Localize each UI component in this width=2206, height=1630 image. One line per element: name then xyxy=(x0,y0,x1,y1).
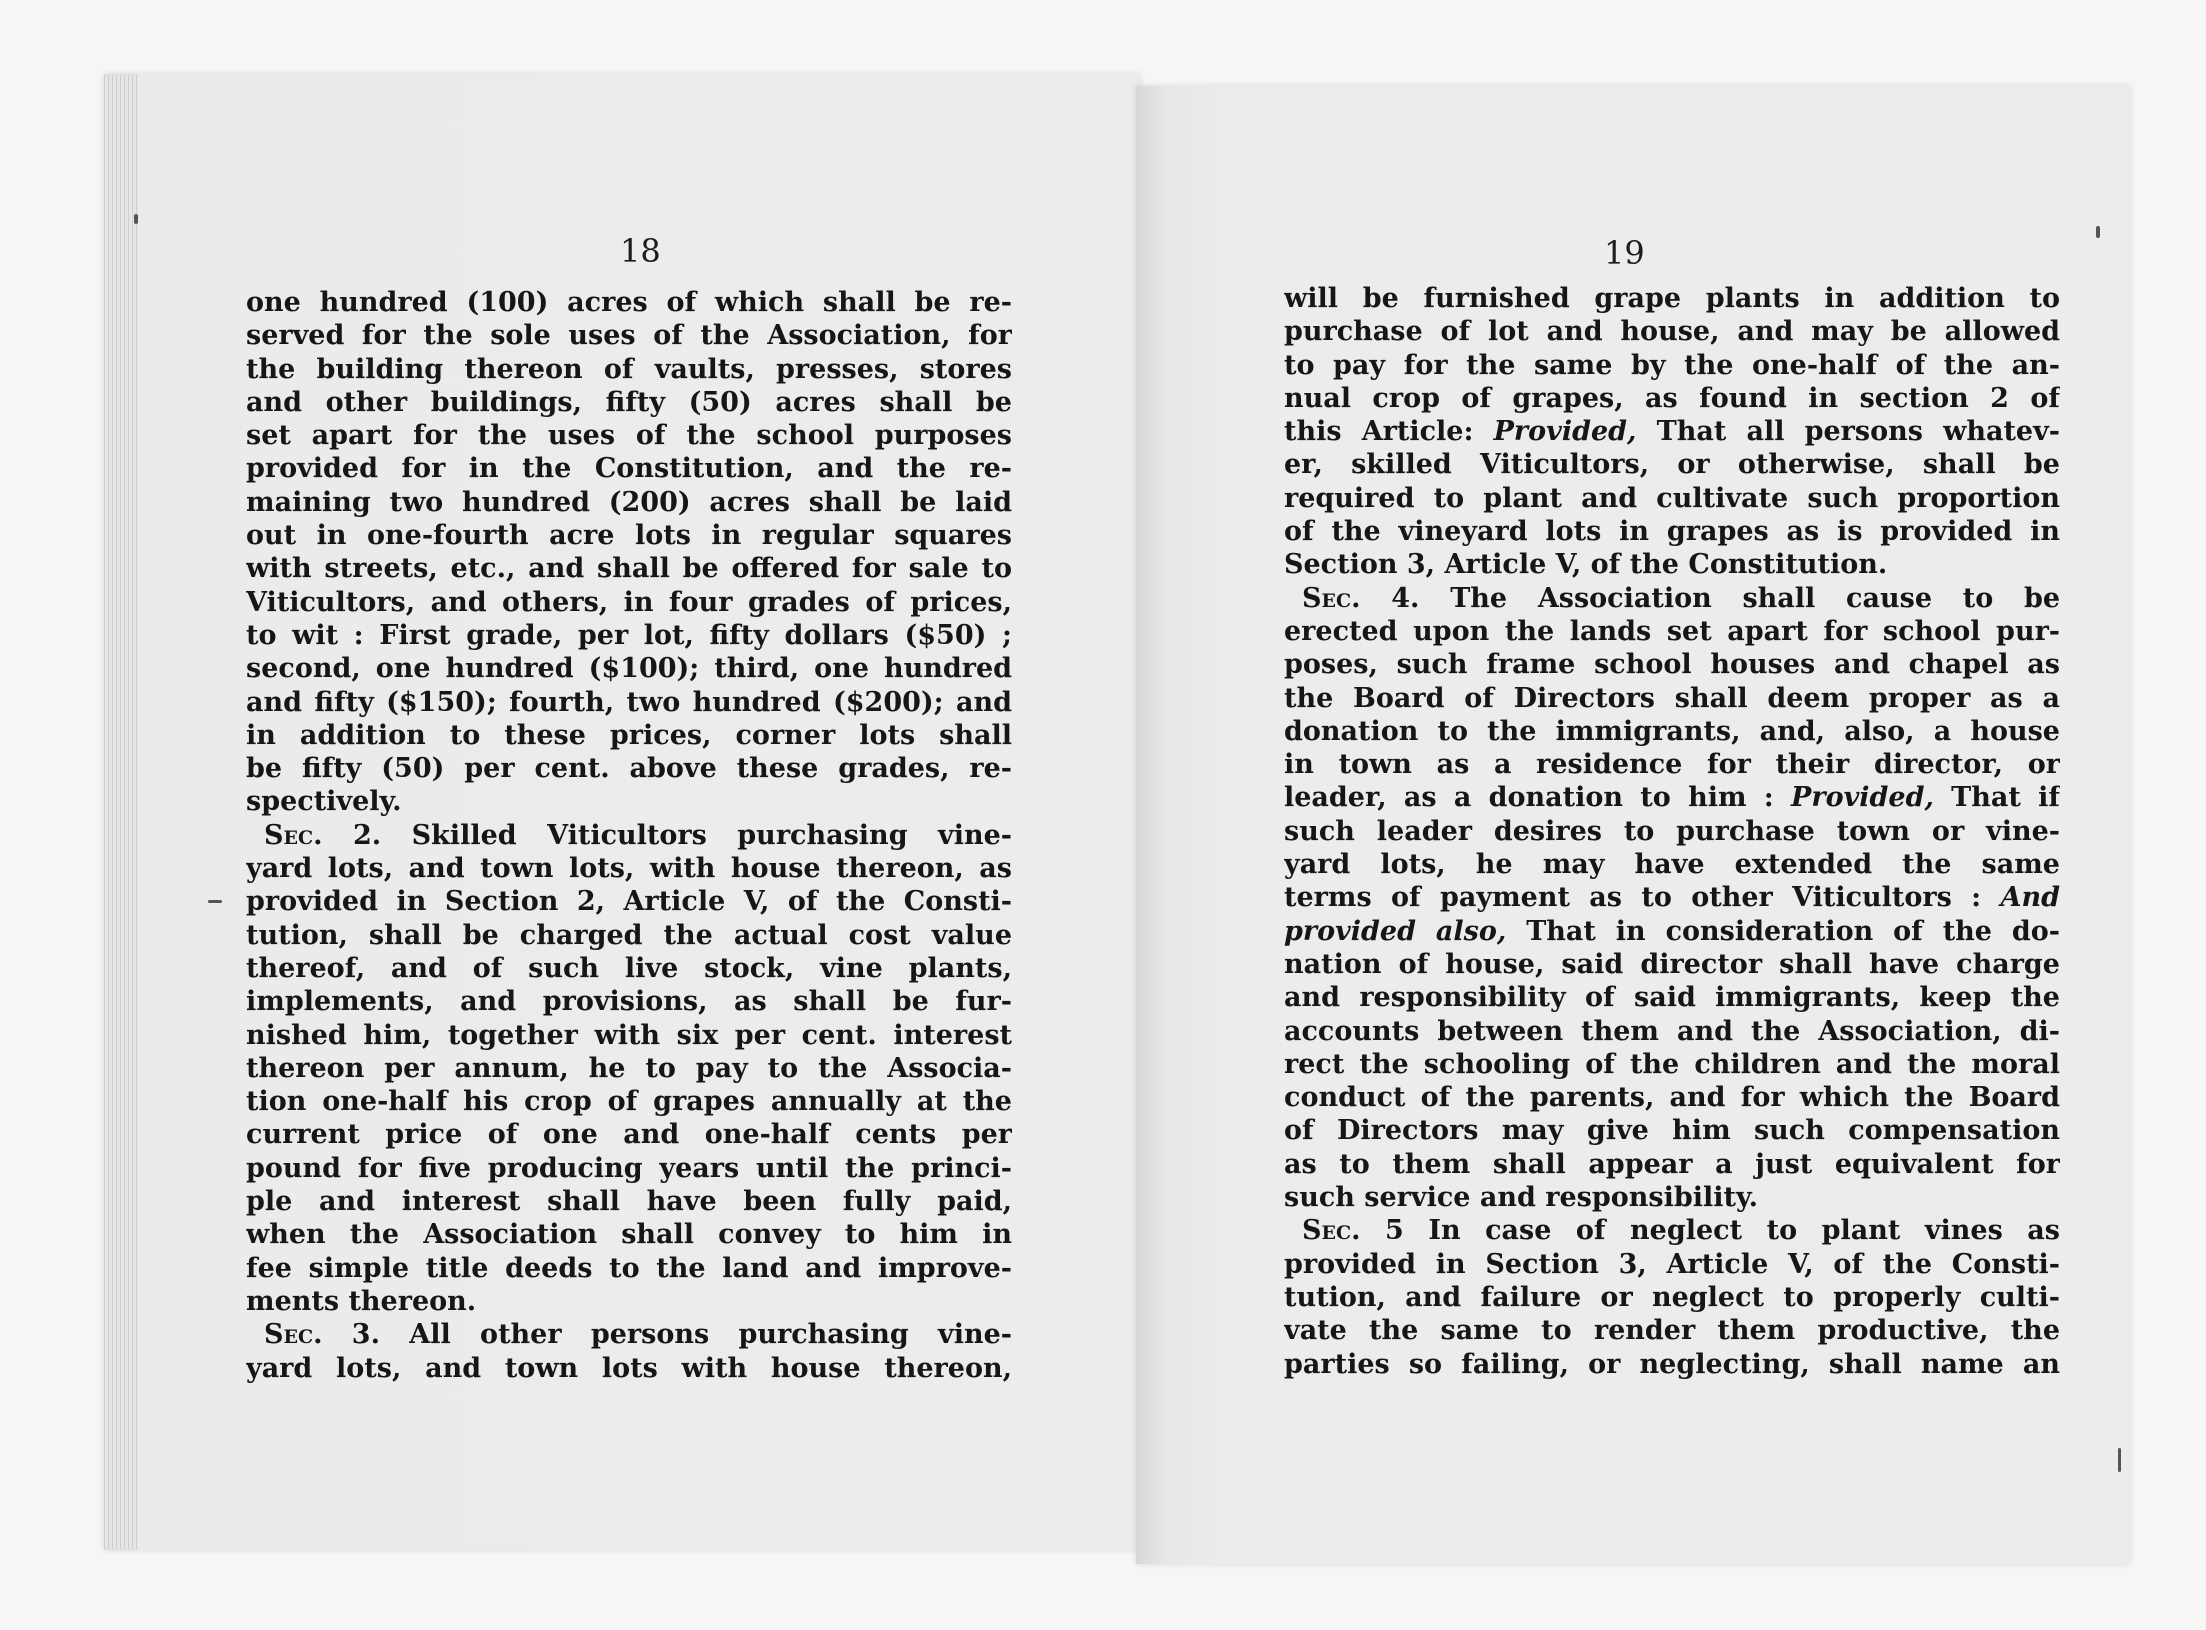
text-line: to wit : First grade, per lot, fifty dollars ($50) ; xyxy=(246,619,1012,651)
section-3-first-line xyxy=(246,1318,1012,1351)
text-line: vate the same to render them productive, the xyxy=(1284,1315,2060,1347)
text-line: ple and interest shall have been fully paid, xyxy=(246,1186,1012,1218)
text-fragment: leader, as a donation to him : xyxy=(1284,782,1774,814)
text-line: set apart for the uses of the school purposes xyxy=(246,420,1012,452)
section-label: Sec. 2. xyxy=(264,819,382,851)
section-2-first-line xyxy=(246,819,1012,852)
left-page-number: 18 xyxy=(620,232,661,270)
text-line: rect the schooling of the children and the moral xyxy=(1284,1048,2060,1080)
right-page xyxy=(1136,86,2130,1564)
text-fragment: this Article: xyxy=(1284,416,1474,448)
section-label: Sec. 3. xyxy=(264,1319,380,1351)
text-line: with streets, etc., and shall be offered for sale to xyxy=(246,553,1012,585)
text-line: poses, such frame school houses and chapel as xyxy=(1284,649,2060,681)
provided-italic: Provided, xyxy=(1493,416,1637,448)
text-fragment: terms of payment as to other Viticultors : xyxy=(1284,882,1982,914)
text-line: Section 3, Article V, of the Constitution. xyxy=(1284,549,1888,581)
text-line: required to plant and cultivate such proportion xyxy=(1284,482,2060,514)
text-fragment: All other persons purchasing vine- xyxy=(409,1319,1012,1351)
text-line: will be furnished grape plants in addition to xyxy=(1284,283,2060,314)
text-line: such service and responsibility. xyxy=(1284,1182,1758,1214)
text-line: conduct of the parents, and for which the Board xyxy=(1284,1082,2060,1114)
text-line: served for the sole uses of the Association, for xyxy=(246,320,1012,352)
text-line: thereof, and of such live stock, vine plants, xyxy=(246,952,1012,984)
section-label: Sec. 5 xyxy=(1302,1215,1404,1247)
text-line: when the Association shall convey to him in xyxy=(246,1219,1012,1251)
text-line: purchase of lot and house, and may be allowed xyxy=(1284,316,2060,348)
section-4-first-line xyxy=(1284,582,2060,615)
text-line: tion one-half his crop of grapes annually at the xyxy=(246,1086,1012,1118)
text-fragment: In case of neglect to plant vines as xyxy=(1428,1215,2060,1247)
text-line: accounts between them and the Association, di- xyxy=(1284,1015,2060,1047)
text-line: such leader desires to purchase town or vine- xyxy=(1284,815,2060,847)
text-line-with-proviso xyxy=(1284,881,2060,914)
text-fragment: The Association shall cause to be xyxy=(1450,582,2060,614)
text-line: the Board of Directors shall deem proper as a xyxy=(1284,682,2060,714)
text-line: tution, shall be charged the actual cost value xyxy=(246,919,1012,951)
text-line: to pay for the same by the one-half of the an- xyxy=(1284,349,2060,381)
text-line: nual crop of grapes, as found in section 2 of xyxy=(1284,382,2060,414)
text-line: ments thereon. xyxy=(246,1285,477,1317)
text-line-with-proviso xyxy=(1284,415,2060,448)
left-page-body xyxy=(246,286,1012,1385)
text-line: fee simple title deeds to the land and improve- xyxy=(246,1252,1012,1284)
text-line: and fifty ($150); fourth, two hundred ($200); and xyxy=(246,686,1012,718)
text-line-with-proviso xyxy=(1284,915,2060,948)
text-line: provided for in the Constitution, and the re- xyxy=(246,453,1012,485)
ink-mark xyxy=(134,214,138,224)
text-line: spectively. xyxy=(246,786,402,818)
section-label: Sec. 4. xyxy=(1302,582,1420,614)
text-fragment: That if xyxy=(1951,782,2060,814)
ink-mark xyxy=(2118,1448,2121,1472)
text-line: be fifty (50) per cent. above these grades, re- xyxy=(246,753,1012,785)
provided-also-italic: provided also, xyxy=(1284,915,1507,947)
text-line: donation to the immigrants, and, also, a house xyxy=(1284,715,2060,747)
text-line-with-proviso xyxy=(1284,781,2060,814)
text-line: the building thereon of vaults, presses, stores xyxy=(246,353,1012,385)
text-line: er, skilled Viticultors, or otherwise, shall be xyxy=(1284,449,2060,481)
text-line: provided in Section 2, Article V, of the Consti- xyxy=(246,886,1012,918)
text-line: thereon per annum, he to pay to the Associa- xyxy=(246,1052,1012,1084)
text-line: nation of house, said director shall have charge xyxy=(1284,948,2060,980)
text-line: current price of one and one-half cents per xyxy=(246,1119,1012,1151)
text-fragment: That all persons whatev- xyxy=(1656,416,2060,448)
open-book xyxy=(104,68,2128,1588)
text-line: out in one-fourth acre lots in regular squares xyxy=(246,520,1012,552)
text-line: tution, and failure or neglect to properly culti- xyxy=(1284,1281,2060,1313)
right-page-body xyxy=(1284,282,2060,1381)
text-line: and other buildings, fifty (50) acres shall be xyxy=(246,386,1012,418)
text-line: parties so failing, or neglecting, shall name an xyxy=(1284,1348,2060,1380)
ink-mark xyxy=(208,900,222,903)
left-page xyxy=(104,74,1140,1550)
text-line: in addition to these prices, corner lots shall xyxy=(246,719,1012,751)
text-line: and responsibility of said immigrants, keep the xyxy=(1284,982,2060,1014)
text-line: as to them shall appear a just equivalent for xyxy=(1284,1148,2060,1180)
text-line: in town as a residence for their director, or xyxy=(1284,749,2060,781)
text-line: yard lots, and town lots with house thereon, xyxy=(246,1352,1012,1384)
text-line: of Directors may give him such compensation xyxy=(1284,1115,2060,1147)
page-edge-stack xyxy=(104,74,138,1550)
text-line: maining two hundred (200) acres shall be laid xyxy=(246,486,1012,518)
text-line: pound for five producing years until the princi- xyxy=(246,1152,1012,1184)
text-line: second, one hundred ($100); third, one hundred xyxy=(246,653,1012,685)
section-5-first-line xyxy=(1284,1214,2060,1247)
text-line: erected upon the lands set apart for school pur- xyxy=(1284,615,2060,647)
text-line: yard lots, and town lots, with house thereon, as xyxy=(246,853,1012,885)
text-line: yard lots, he may have extended the same xyxy=(1284,849,2060,881)
and-italic: And xyxy=(2000,882,2060,914)
text-fragment: That in consideration of the do- xyxy=(1526,915,2060,947)
text-fragment: Skilled Viticultors purchasing vine- xyxy=(411,819,1012,851)
text-line: of the vineyard lots in grapes as is provided in xyxy=(1284,516,2060,548)
text-line: nished him, together with six per cent. interest xyxy=(246,1019,1012,1051)
text-line: provided in Section 3, Article V, of the Consti- xyxy=(1284,1248,2060,1280)
text-line: Viticultors, and others, in four grades of prices, xyxy=(246,586,1012,618)
text-line: one hundred (100) acres of which shall be re- xyxy=(246,287,1012,318)
ink-mark xyxy=(2096,226,2100,238)
provided-italic: Provided, xyxy=(1791,782,1934,814)
text-line: implements, and provisions, as shall be fur- xyxy=(246,986,1012,1018)
right-page-number: 19 xyxy=(1604,234,1645,272)
